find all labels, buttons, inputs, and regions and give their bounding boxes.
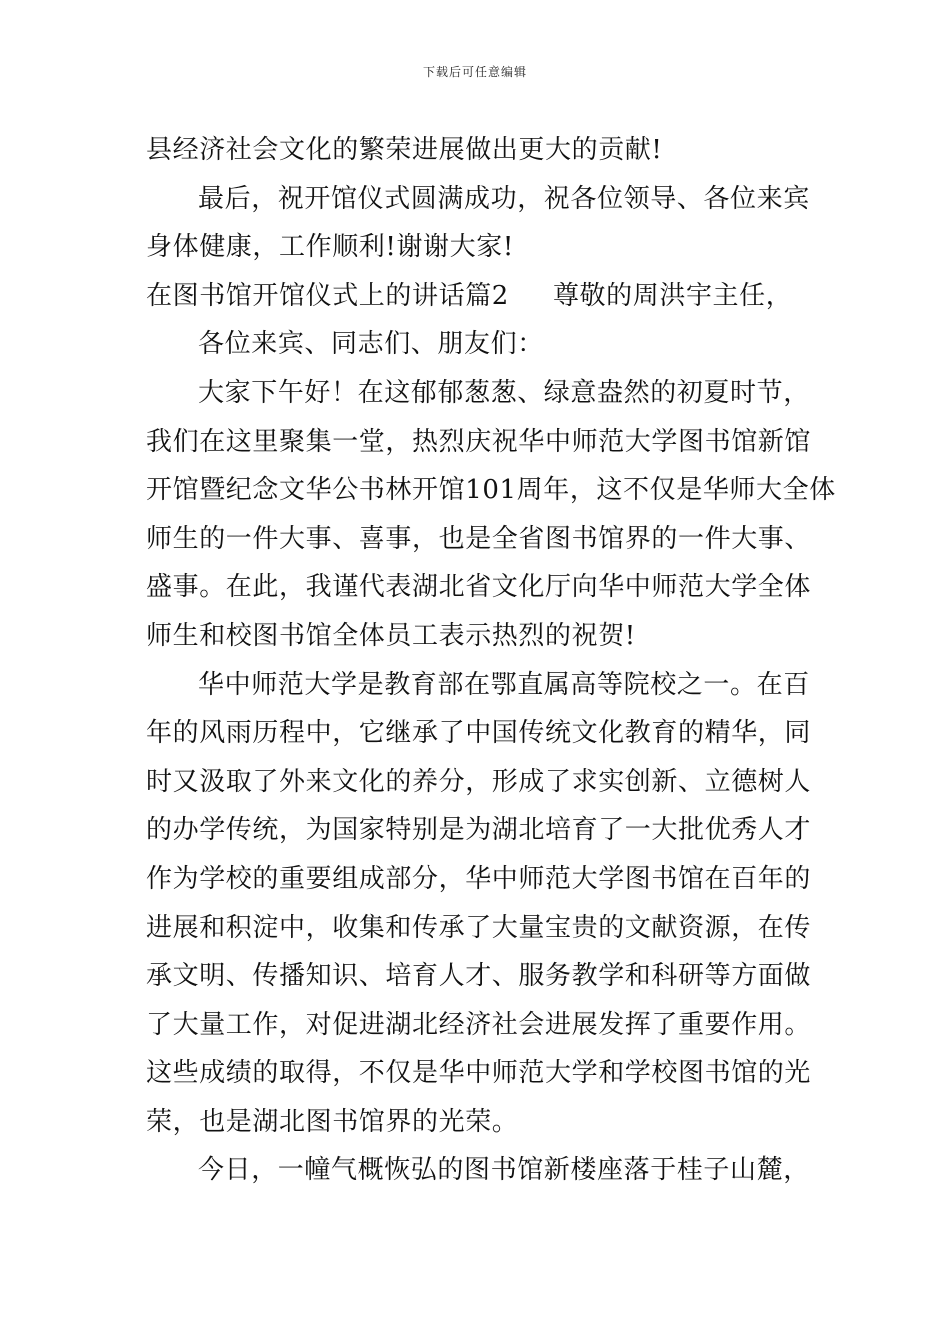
salutation: 尊敬的周洪宇主任， xyxy=(552,280,793,311)
page-header-note: 下载后可任意编辑 xyxy=(422,65,527,79)
text-line: 华中师范大学是教育部在鄂直属高等院校之一。在百 xyxy=(198,669,810,700)
text-line: 身体健康，工作顺利!谢谢大家! xyxy=(146,232,514,263)
text-line: 大家下午好！在这郁郁葱葱、绿意盎然的初夏时节， xyxy=(198,377,810,408)
text-line: 作为学校的重要组成部分，华中师范大学图书馆在百年的 xyxy=(146,863,812,894)
text-line: 师生和校图书馆全体员工表示热烈的祝贺! xyxy=(146,620,636,651)
text-line: 师生的一件大事、喜事，也是全省图书馆界的一件大事、 xyxy=(146,523,812,554)
text-line: 进展和积淀中，收集和传承了大量宝贵的文献资源，在传 xyxy=(146,912,812,943)
text-line: 承文明、传播知识、培育人才、服务教学和科研等方面做 xyxy=(146,961,812,992)
text-line: 时又汲取了外来文化的养分，形成了求实创新、立德树人 xyxy=(146,766,812,797)
text-line: 这些成绩的取得，不仅是华中师范大学和学校图书馆的光 xyxy=(146,1058,812,1089)
text-line: 今日，一幢气概恢弘的图书馆新楼座落于桂子山麓， xyxy=(198,1155,810,1186)
text-line: 最后，祝开馆仪式圆满成功，祝各位领导、各位来宾 xyxy=(198,183,810,214)
text-line: 荣，也是湖北图书馆界的光荣。 xyxy=(146,1106,519,1137)
text-line: 我们在这里聚集一堂，热烈庆祝华中师范大学图书馆新馆 xyxy=(146,426,812,457)
text-line: 了大量工作，对促进湖北经济社会进展发挥了重要作用。 xyxy=(146,1009,812,1040)
section-heading-line xyxy=(146,272,806,321)
text-line: 各位来宾、同志们、朋友们： xyxy=(198,329,544,360)
text-line: 年的风雨历程中，它继承了中国传统文化教育的精华，同 xyxy=(146,718,812,749)
text-line: 的办学传统，为国家特别是为湖北培育了一大批优秀人才 xyxy=(146,815,812,846)
text-line: 开馆暨纪念文华公书林开馆101周年，这不仅是华师大全体 xyxy=(146,475,836,506)
text-line: 盛事。在此，我谨代表湖北省文化厅向华中师范大学全体 xyxy=(146,572,812,603)
document-body xyxy=(146,126,836,1195)
text-line: 县经济社会文化的繁荣进展做出更大的贡献! xyxy=(146,135,663,165)
section-heading: 在图书馆开馆仪式上的讲话篇2 xyxy=(146,280,509,311)
